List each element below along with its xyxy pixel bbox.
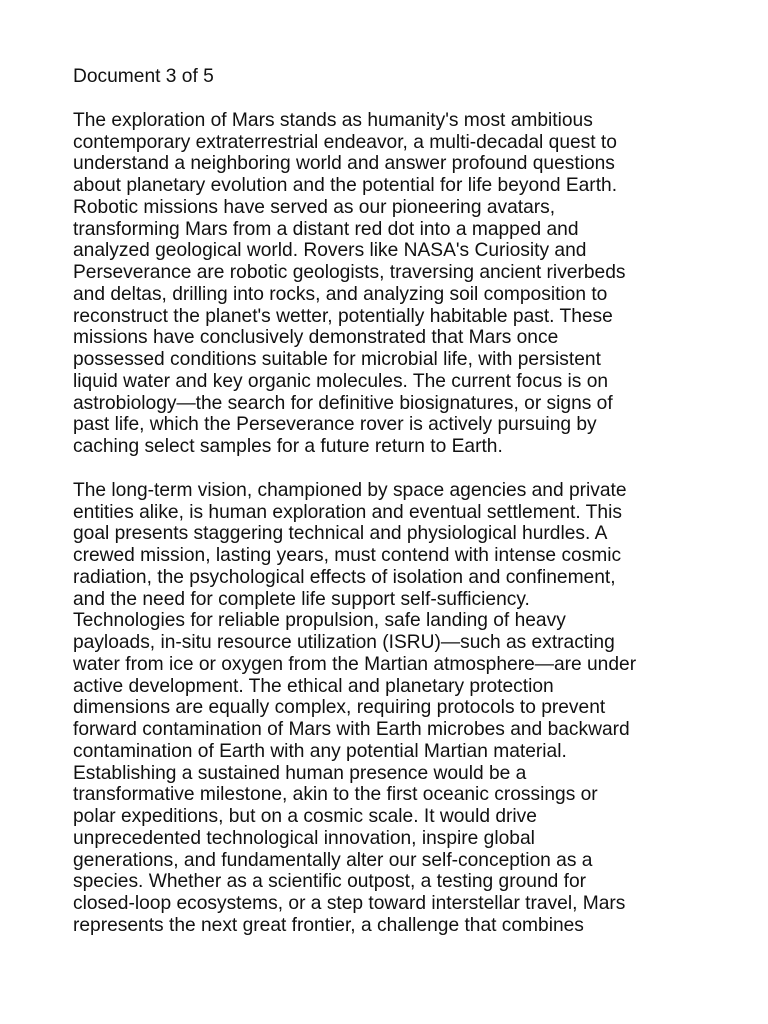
paragraph-line: astrobiology—the search for definitive biosignatures, or signs of xyxy=(73,392,613,414)
paragraph-line: The long-term vision, championed by space agencies and private xyxy=(73,479,627,501)
paragraph-line: liquid water and key organic molecules. The current focus is on xyxy=(73,370,609,392)
paragraph-line: analyzed geological world. Rovers like NASA's Curiosity and xyxy=(73,240,587,262)
paragraph-line: reconstruct the planet's wetter, potentially habitable past. These xyxy=(73,305,613,327)
paragraph-line: and deltas, drilling into rocks, and analyzing soil composition to xyxy=(73,283,608,305)
paragraph-line: entities alike, is human exploration and eventual settlement. This xyxy=(73,501,622,523)
paragraph-line: possessed conditions suitable for microbial life, with persistent xyxy=(73,349,601,370)
paragraph-line: contamination of Earth with any potential Martian material. xyxy=(73,740,567,762)
paragraph-line: radiation, the psychological effects of isolation and confinement, xyxy=(73,566,616,588)
paragraph-line: polar expeditions, but on a cosmic scale. It would drive xyxy=(73,806,537,827)
paragraph-line: active development. The ethical and planetary protection xyxy=(73,675,554,697)
paragraph-line: payloads, in-situ resource utilization (ISRU)—such as extracting xyxy=(73,632,615,653)
paragraph-line: transformative milestone, akin to the first oceanic crossings or xyxy=(73,784,598,806)
paragraph-line: crewed mission, lasting years, must contend with intense cosmic xyxy=(73,545,622,566)
document-label: Document 3 of 5 xyxy=(73,66,214,87)
paragraph-line: and the need for complete life support self-sufficiency. xyxy=(73,588,530,610)
paragraph-line: represents the next great frontier, a challenge that combines xyxy=(73,914,584,936)
paragraph xyxy=(73,110,703,458)
paragraph-line: closed-loop ecosystems, or a step toward interstellar travel, Mars xyxy=(73,893,626,914)
paragraph-line: about planetary evolution and the potential for life beyond Earth. xyxy=(73,175,618,196)
paragraph-line: The exploration of Mars stands as humanity's most ambitious xyxy=(73,109,593,131)
paragraph-line: Establishing a sustained human presence would be a xyxy=(73,762,527,784)
paragraph-line: generations, and fundamentally alter our self-conception as a xyxy=(73,849,593,871)
paragraph-line: understand a neighboring world and answer profound questions xyxy=(73,153,615,175)
document-body xyxy=(73,66,703,959)
paragraph-line: water from ice or oxygen from the Martian atmosphere—are under xyxy=(73,653,637,675)
paragraph-line: caching select samples for a future return to Earth. xyxy=(73,436,503,457)
paragraph-line: contemporary extraterrestrial endeavor, a multi-decadal quest to xyxy=(73,131,617,153)
paragraph-line: species. Whether as a scientific outpost, a testing ground for xyxy=(73,871,587,893)
paragraph-line: past life, which the Perseverance rover is actively pursuing by xyxy=(73,414,597,436)
paragraph-line: Perseverance are robotic geologists, traversing ancient riverbeds xyxy=(73,262,626,283)
paragraph-line: transforming Mars from a distant red dot into a mapped and xyxy=(73,218,579,240)
paragraph-line: unprecedented technological innovation, inspire global xyxy=(73,827,535,849)
paragraph-line: missions have conclusively demonstrated that Mars once xyxy=(73,327,559,349)
paragraph-line: Technologies for reliable propulsion, safe landing of heavy xyxy=(73,610,566,632)
paragraph-line: dimensions are equally complex, requiring protocols to prevent xyxy=(73,697,606,719)
paragraph xyxy=(73,480,703,937)
paragraph-line: forward contamination of Mars with Earth microbes and backward xyxy=(73,719,630,740)
paragraph-list xyxy=(73,110,703,937)
paragraph-line: Robotic missions have served as our pioneering avatars, xyxy=(73,196,556,218)
paragraph-line: goal presents staggering technical and physiological hurdles. A xyxy=(73,523,608,545)
